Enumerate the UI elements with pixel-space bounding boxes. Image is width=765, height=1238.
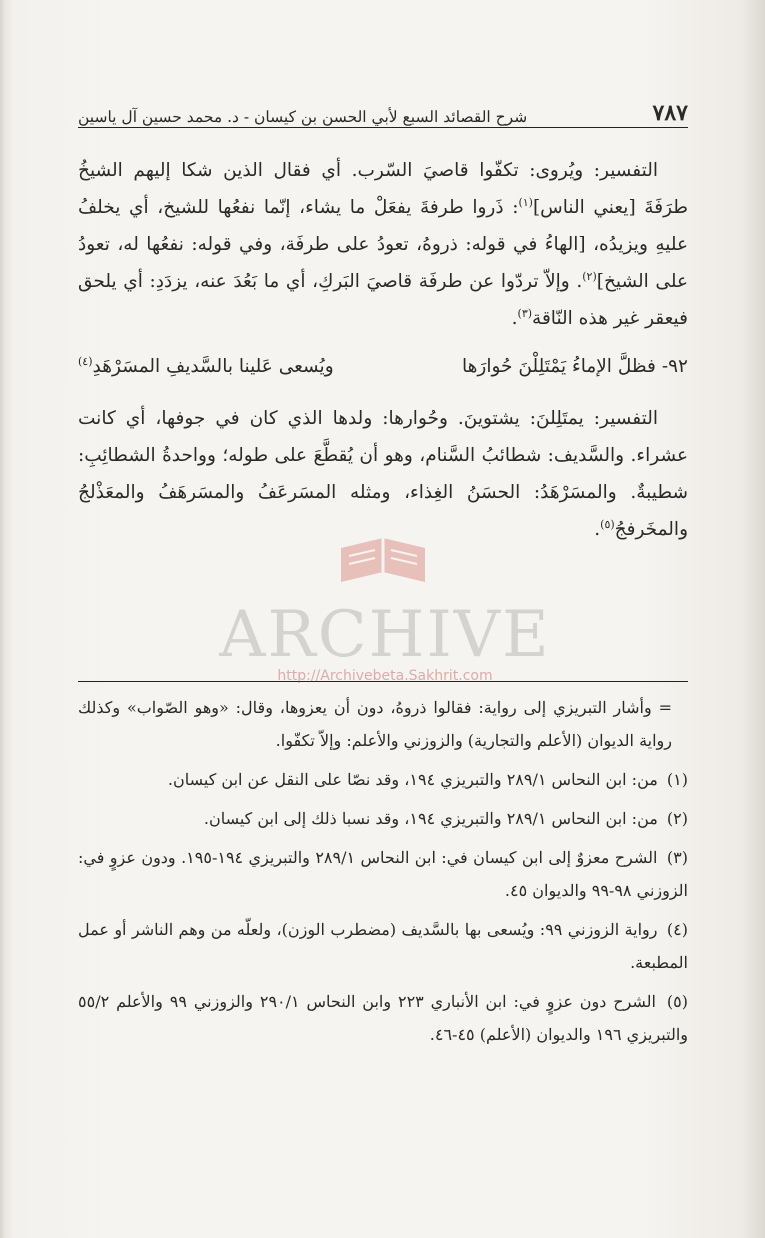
footnote-ref-3[interactable]: (٣): [517, 306, 533, 320]
footnote-label: (٤): [666, 920, 688, 939]
footnote-ref-1[interactable]: (١): [518, 195, 533, 209]
verse-92: [78, 350, 688, 384]
footnote-3: (٣) الشرح معزوٌ إلى ابن كيسان في: ابن النحاس ٢٨٩/١ والتبريزي ١٩٤-١٩٥. ودون عزوٍ في: الزوزني ٩٨-٩٩ والديوان ٤٥.: [78, 848, 688, 900]
footnote-continuation: = وأشار التبريزي إلى رواية: فقالوا ذروهُ، دون أن يعزوها، وقال: «وهو الصّواب» وكذلك رواية الديوان (الأعلم والتجارية) والزوزني والأعلم: وإلاّ تكفّوا.: [78, 698, 672, 750]
footnote-4: (٤) رواية الزوزني ٩٩: ويُسعى بها بالسَّديف (مضطرب الوزن)، ولعلّه من وهم الناشر أو عمل المطبعة.: [78, 920, 688, 972]
watermark-text: ARCHIVE: [219, 598, 551, 672]
footnotes: [78, 691, 688, 1057]
footnote-label: (١): [666, 770, 688, 789]
running-header: [78, 86, 688, 126]
main-text: [78, 152, 688, 561]
running-title: شرح القصائد السبع لأبي الحسن بن كيسان - د. محمد حسين آل ياسين: [78, 108, 528, 126]
footnote-5: (٥) الشرح دون عزوٍ في: ابن الأنباري ٢٢٣ وابن النحاس ٢٩٠/١ والزوزني ٩٩ والأعلم ٥٥/٢ والتبريزي ١٩٦ والديوان (الأعلم) ٤٥-٤٦.: [78, 992, 688, 1044]
footnote-label: (٢): [666, 809, 688, 828]
footnote-ref-4[interactable]: (٤): [78, 354, 93, 368]
footnote-ref-5[interactable]: (٥): [600, 517, 615, 531]
page-number: ٧٨٧: [652, 100, 688, 126]
footnote-separator: [78, 681, 688, 682]
footnote-label: (٥): [666, 992, 688, 1011]
footnote-label: (٣): [666, 848, 688, 867]
verse-number: ٩٢-: [661, 356, 688, 377]
footnote-ref-2[interactable]: (٢): [582, 269, 597, 283]
footnote-2: (٢) من: ابن النحاس ٢٨٩/١ والتبريزي ١٩٤، وقد نسبا ذلك إلى ابن كيسان.: [203, 809, 688, 828]
watermark-url[interactable]: http://Archivebeta.Sakhrit.com: [277, 668, 493, 684]
header-rule: [78, 127, 688, 128]
commentary-paragraph-2: التفسير: يمتَلِلنَ: يشتوينَ. وحُوارها: ولدها الذي كان في جوفها، أي كانت عشراء. والسَّديف: شطائبُ السَّنام، وهو أن يُقطَّعَ على طوله؛ وواحدةُ الشطائِبِ: شطيبةٌ. والمسَرْهَدُ: الحسَنُ الغِذاء، ومثله المسَرعَفُ والمسَرهَفُ والمعَذْلجُ والمخَرفجُ$^{(٥)}$.: [78, 408, 688, 540]
footnote-1: (١) من: ابن النحاس ٢٨٩/١ والتبريزي ١٩٤، وقد نصّا على النقل عن ابن كيسان.: [167, 770, 688, 789]
verse-first-hemistich: ٩٢-فظلَّ الإماءُ يَمْتَلِلْنَ حُوارَها: [462, 356, 688, 377]
commentary-paragraph-1: التفسير: ويُروى: تكفّوا قاصيَ السّرب. أي فقال الذين شكا إليهم الشيخُ طرَفَةَ [يعني الناس]$^{(١)}$: ذَروا طرفةَ يفعَلْ ما يشاء، إنّما نفعُها للشيخ، أي يخلفُ عليهِ ويزيدُه، [الهاءُ في قوله: ذروهُ، تعودُ على طرفَة، وفي قوله: نفعُها له، تعودُ على الشيخ]$^{(٢)}$. وإلاّ تردّوا عن طرفَة قاصيَ البَركِ، أي ما بَعُدَ عنه، يزدَدِ: أي يلحق فيعقر غير هذه النّاقة$^{(٣)}$.: [78, 160, 689, 329]
verse-second-hemistich: ويُسعى عَلينا بالسَّديفِ المسَرْهَدِ$^{(٤)}$: [78, 354, 334, 377]
